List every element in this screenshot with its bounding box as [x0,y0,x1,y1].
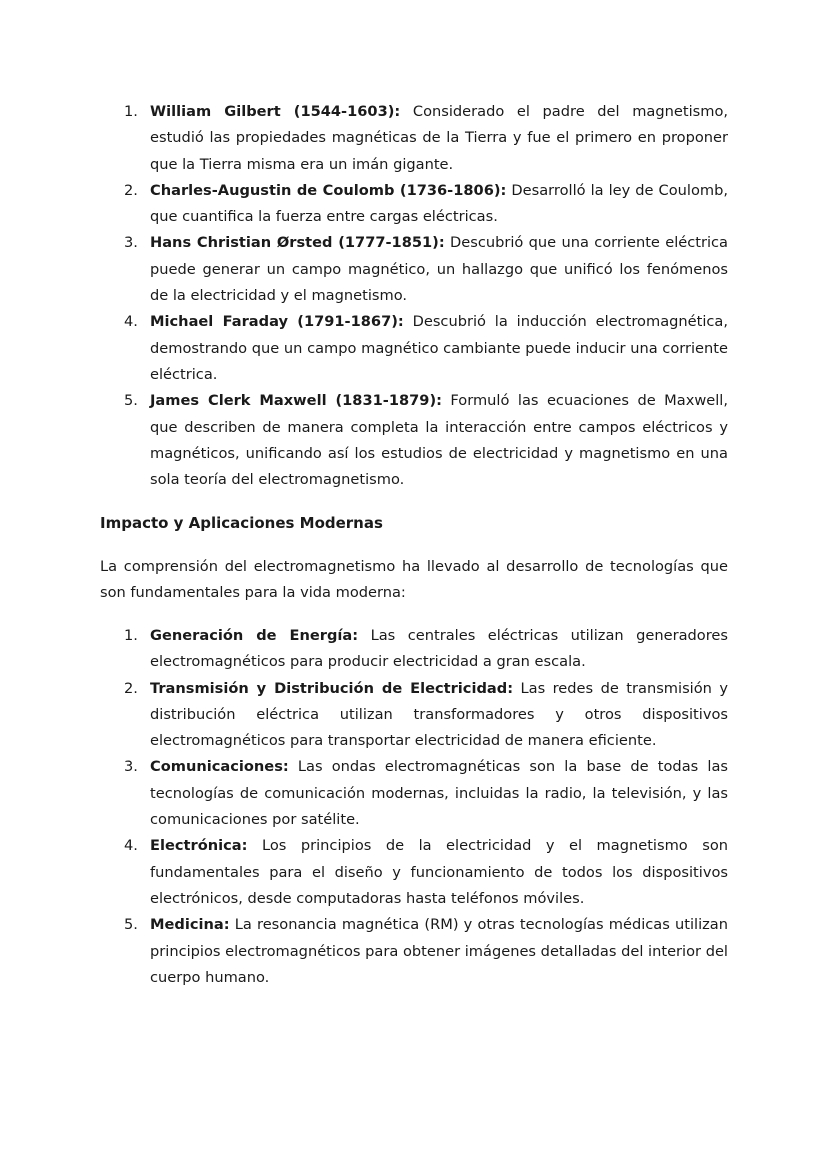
list-item [100,754,728,833]
list-item-number: 4. [124,313,138,331]
list-item-number: 3. [124,234,138,252]
application-name: Medicina: [150,916,230,934]
scientist-description: Considerado el padre del magnetismo, estudió las propiedades magnéticas de la Tierra y fue el primero en proponer que la Tierra misma era un imán gigante. [150,103,729,173]
list-item-number: 1. [124,103,138,120]
list-item [100,388,728,493]
scientists-list [100,99,728,493]
list-item [100,676,728,755]
application-description: Los principios de la electricidad y el magnetismo son fundamentales para el diseño y funcionamiento de todos los dispositivos electrónicos, desde computadoras hasta teléfonos móviles. [150,837,728,907]
application-name: Transmisión y Distribución de Electricidad: [150,679,514,697]
scientist-description: Descubrió que una corriente eléctrica puede generar un campo magnético, un hallazgo que unificó los fenómenos de la electricidad y el magnetismo. [150,234,728,305]
scientist-name: William Gilbert (1544-1603): [150,103,401,120]
application-description: La resonancia magnética (RM) y otras tecnologías médicas utilizan principios electromagnéticos para obtener imágenes detalladas del interior del cuerpo humano. [150,916,728,986]
list-item [100,99,728,178]
scientist-name: Michael Faraday (1791-1867): [150,313,404,331]
section-heading: Impacto y Aplicaciones Modernas [100,514,383,532]
list-item-number: 5. [124,392,138,410]
application-description: Las redes de transmisión y distribución eléctrica utilizan transformadores y otros dispositivos electromagnéticos para transportar electricidad de manera eficiente. [150,679,728,750]
list-item-number: 2. [124,679,138,697]
list-item-number: 4. [124,837,138,855]
list-item-number: 5. [124,916,138,934]
scientist-name: Charles-Augustin de Coulomb (1736-1806): [150,181,507,199]
scientist-description: Formuló las ecuaciones de Maxwell, que describen de manera completa la interacción entre campos eléctricos y magnéticos, unificando así los estudios de electricidad y magnetismo en una sola teoría del electromagnetismo. [150,392,728,489]
scientist-description: Descubrió la inducción electromagnética, demostrando que un campo magnético cambiante puede inducir una corriente eléctrica. [150,313,729,383]
application-name: Comunicaciones: [150,758,289,776]
list-item-number: 2. [124,181,138,199]
list-item [100,230,728,309]
application-name: Electrónica: [150,837,248,855]
list-item [100,309,728,388]
list-item [100,178,728,231]
scientist-name: James Clerk Maxwell (1831-1879): [150,392,442,410]
application-description: Las ondas electromagnéticas son la base de todas las tecnologías de comunicación modernas, incluidas la radio, la televisión, y las comunicaciones por satélite. [150,758,728,829]
application-description: Las centrales eléctricas utilizan generadores electromagnéticos para producir electricidad a gran escala. [150,627,729,671]
intro-paragraph: La comprensión del electromagnetismo ha llevado al desarrollo de tecnologías que son fundamentales para la vida moderna: [100,558,728,602]
scientist-name: Hans Christian Ørsted (1777-1851): [150,234,445,252]
list-item [100,623,728,676]
list-item [100,912,728,991]
application-name: Generación de Energía: [150,627,359,644]
applications-list [100,623,728,991]
scientist-description: Desarrolló la ley de Coulomb, que cuantifica la fuerza entre cargas eléctricas. [150,181,729,226]
list-item-number: 3. [124,758,138,776]
list-item [100,833,728,912]
list-item-number: 1. [124,627,138,644]
